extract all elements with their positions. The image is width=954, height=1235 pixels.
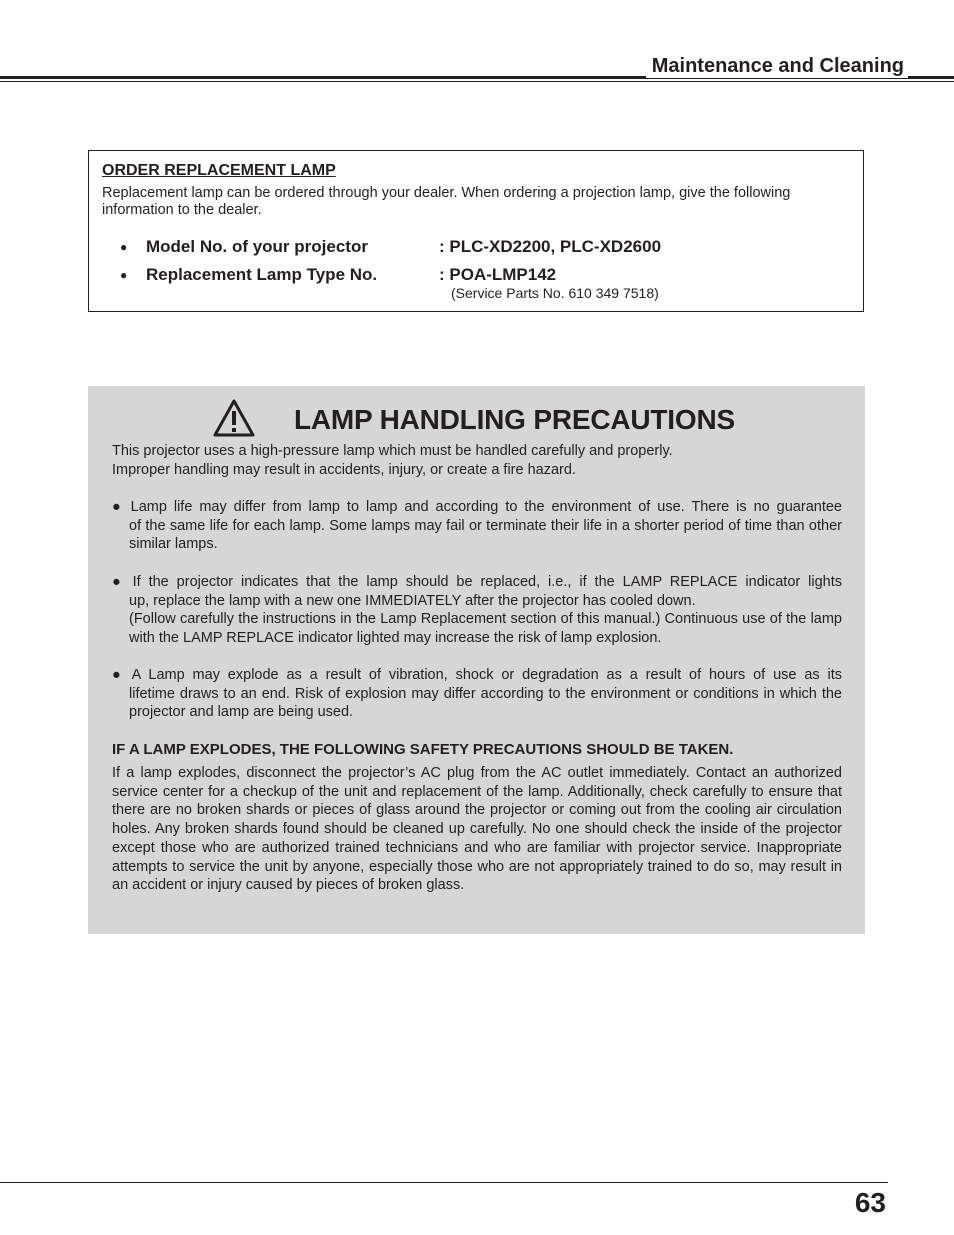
precaution-bullet <box>112 666 842 722</box>
bullet-first-line: ● Lamp life may differ from lamp to lamp and according to the environment of use. There is no guarantee <box>112 499 842 515</box>
order-item-label: Replacement Lamp Type No. <box>146 265 378 284</box>
bullet-continuation: up, replace the lamp with a new one IMMEDIATELY after the projector has cooled down. <box>129 592 696 609</box>
precaution-bullet <box>112 498 842 554</box>
bullet-continuation: lifetime draws to an end. Risk of explosion may differ according to the environment or conditions in which the projector and lamp are being used. <box>129 685 842 721</box>
order-item-value: : PLC-XD2200, PLC-XD2600 <box>439 237 662 256</box>
precaution-bullet <box>112 573 842 648</box>
explosion-heading: IF A LAMP EXPLODES, THE FOLLOWING SAFETY PRECAUTIONS SHOULD BE TAKEN. <box>112 741 734 758</box>
footer-rule <box>0 1182 888 1183</box>
bullet-first-line: ● If the projector indicates that the lamp should be replaced, i.e., if the LAMP REPLACE indicator lights <box>112 574 842 590</box>
bullet-continuation: of the same life for each lamp. Some lamps may fail or terminate their life in a shorter period of time than other similar lamps. <box>129 517 842 553</box>
order-item-model <box>89 235 865 259</box>
service-parts-number: (Service Parts No. 610 349 7518) <box>451 285 659 301</box>
order-title: ORDER REPLACEMENT LAMP <box>102 162 336 179</box>
bullet-dot: ● <box>120 268 128 282</box>
order-item-lamp-type <box>89 263 865 287</box>
warning-triangle-icon <box>212 398 256 438</box>
page-number: 63 <box>854 1187 886 1218</box>
intro-line: This projector uses a high-pressure lamp which must be handled carefully and properly. <box>112 443 673 459</box>
intro-line: Improper handling may result in accidents, injury, or create a fire hazard. <box>112 461 576 478</box>
precautions-title: LAMP HANDLING PRECAUTIONS <box>294 404 735 435</box>
explosion-text: If a lamp explodes, disconnect the projector’s AC plug from the AC outlet immediately. Contact an authorized service center for a checkup of the unit and replacement of the lamp. Additionally, check carefully to ensure that there are no broken shards or pieces of glass around the projector or coming out from the cooling air circulation holes. Any broken shards found should be cleaned up carefully. No one should check the inside of the projector except those who are authorized trained technicians and who are familiar with projector service. Inappropriate attempts to service the unit by anyone, especially those who are not appropriately trained to do so, may result in an accident or injury caused by pieces of broken glass. <box>112 765 842 894</box>
section-title: Maintenance and Cleaning <box>646 54 908 78</box>
bullet-first-line: ● A Lamp may explode as a result of vibration, shock or degradation as a result of hours of use as its <box>112 667 842 683</box>
bullet-continuation: (Follow carefully the instructions in the Lamp Replacement section of this manual.) Continuous use of the lamp with the LAMP REPLACE indicator lighted may increase the risk of lamp explosion. <box>129 611 842 647</box>
lamp-handling-precautions-box <box>88 386 865 934</box>
order-item-value: : POA-LMP142 <box>439 265 557 284</box>
precautions-intro <box>112 442 842 479</box>
order-replacement-lamp-box <box>88 150 864 312</box>
order-description: Replacement lamp can be ordered through your dealer. When ordering a projection lamp, give the following information to the dealer. <box>102 185 791 218</box>
header-rule-thin <box>0 81 954 82</box>
order-item-label: Model No. of your projector <box>146 237 368 256</box>
bullet-dot: ● <box>120 240 128 254</box>
